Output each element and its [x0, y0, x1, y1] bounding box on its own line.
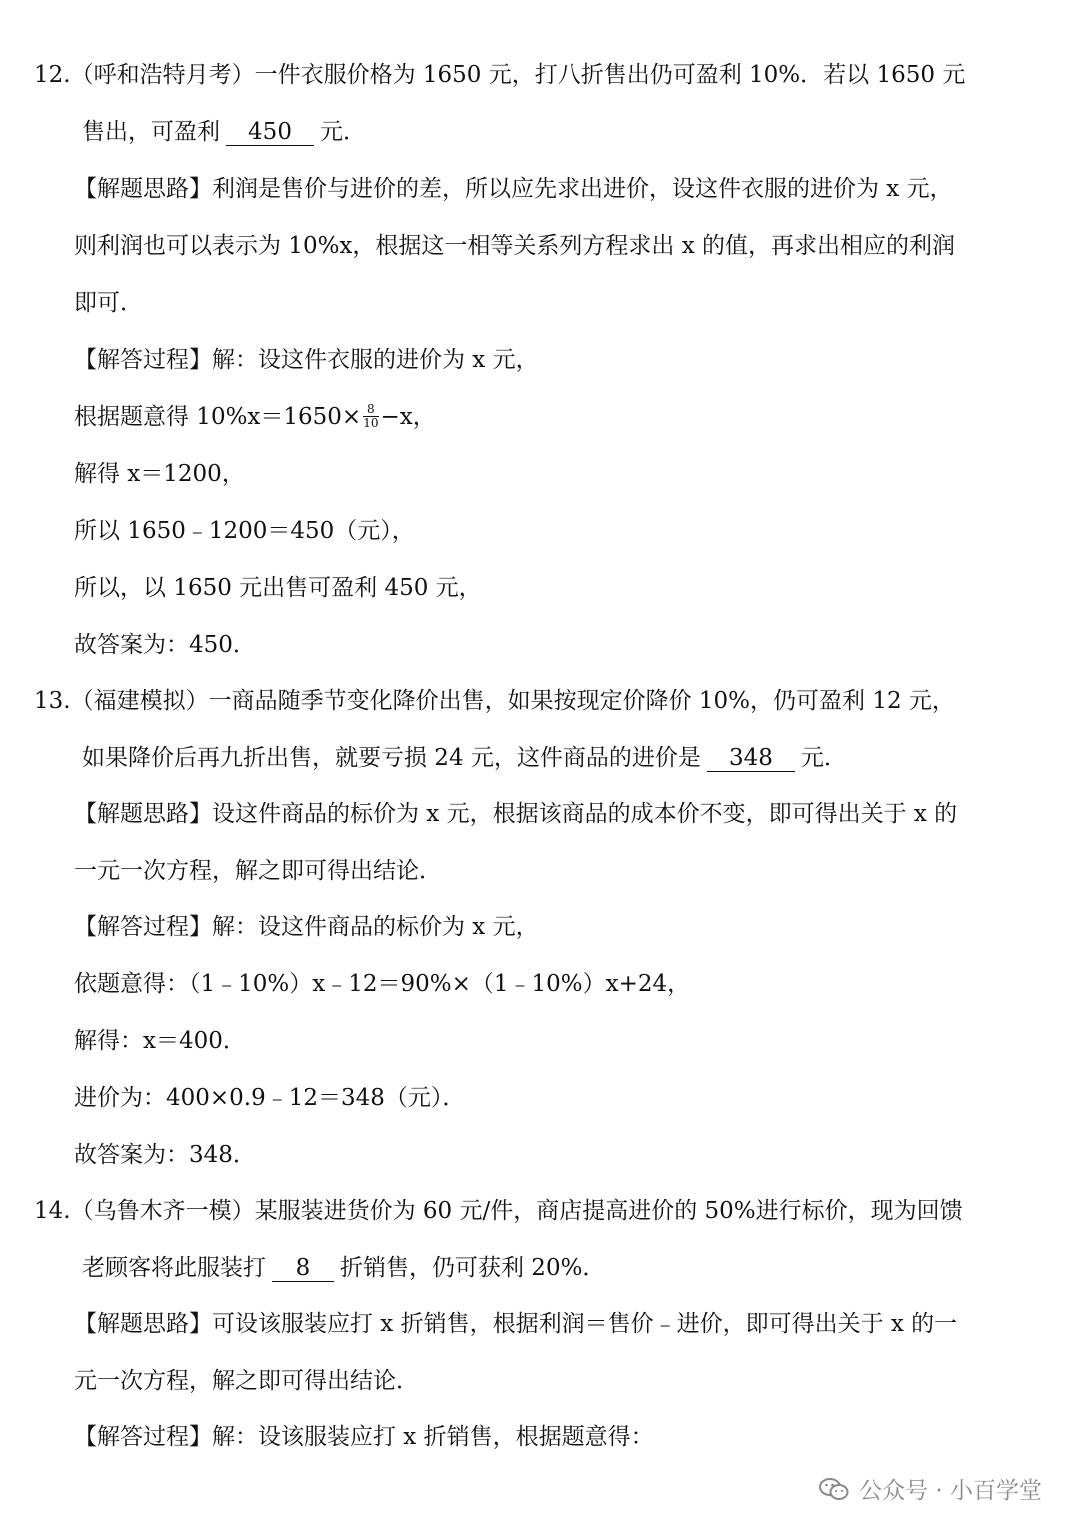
q12-process-line1: 【解答过程】解：设这件衣服的进价为 x 元，	[74, 347, 539, 373]
q13-process-line3: 解得：x＝400．	[74, 1028, 246, 1054]
q12-process-line2	[74, 402, 436, 432]
q12-stem-unit: 元．	[320, 119, 366, 145]
q13-answer-blank: 348	[707, 745, 795, 772]
q13-process-line2: 依题意得：（1﹣10%）x﹣12＝90%×（1﹣10%）x+24，	[74, 971, 691, 997]
q12-answer-blank: 450	[226, 119, 314, 146]
q12-idea-line1: 【解题思路】利润是售价与进价的差，所以应先求出进价，设这件衣服的进价为 x 元，	[74, 176, 953, 202]
q13-idea-line1: 【解题思路】设这件商品的标价为 x 元，根据该商品的成本价不变，即可得出关于 x 的	[74, 801, 958, 827]
fraction-eight-tenths	[363, 403, 378, 430]
q13-process-line1: 【解答过程】解：设这件商品的标价为 x 元，	[74, 914, 539, 940]
q12-equation-text: 根据题意得 10%x＝1650×	[74, 404, 362, 430]
q14-stem-line1: 14.（乌鲁木齐一模）某服装进货价为 60 元/件，商店提高进价的 50%进行标价，现为回馈	[34, 1198, 963, 1224]
q12-stem-line1: 12.（呼和浩特月考）一件衣服价格为 1650 元，打八折售出仍可盈利 10%．若以 1650 元	[34, 62, 966, 88]
q14-answer-blank: 8	[272, 1255, 334, 1282]
fraction-numerator: 8	[363, 403, 378, 417]
q13-stem-unit: 元．	[800, 745, 847, 771]
q13-stem-text: 如果降价后再九折出售，就要亏损 24 元，这件商品的进价是	[82, 745, 701, 771]
q12-stem-text: 售出，可盈利	[82, 119, 220, 145]
q12-process-line4: 所以 1650﹣1200＝450（元），	[74, 518, 415, 544]
watermark-text: 公众号 · 小百学堂	[859, 1478, 1042, 1504]
q12-equation-tail: −x，	[380, 404, 436, 430]
q12-process-line6: 故答案为：450．	[74, 632, 256, 658]
q13-process-line5: 故答案为：348．	[74, 1142, 256, 1168]
q14-idea-line1: 【解题思路】可设该服装应打 x 折销售，根据利润＝售价﹣进价，即可得出关于 x 的一	[74, 1311, 958, 1337]
q13-process-line4: 进价为：400×0.9﹣12＝348（元）．	[74, 1085, 466, 1111]
q12-idea-line2: 则利润也可以表示为 10%x，根据这一相等关系列方程求出 x 的值，再求出相应的利润	[74, 233, 955, 259]
q12-stem-line2	[82, 117, 366, 147]
q14-process-line1: 【解答过程】解：设该服装应打 x 折销售，根据题意得：	[74, 1424, 654, 1450]
q12-process-line3: 解得 x＝1200，	[74, 461, 245, 487]
q13-idea-line2: 一元一次方程，解之即可得出结论．	[74, 858, 442, 884]
q12-idea-line3: 即可．	[74, 290, 143, 316]
fraction-denominator: 10	[363, 415, 379, 430]
q12-process-line5: 所以，以 1650 元出售可盈利 450 元，	[74, 575, 482, 601]
q13-stem-line1: 13.（福建模拟）一商品随季节变化降价出售，如果按现定价降价 10%，仍可盈利 12 元，	[34, 688, 955, 714]
wechat-icon	[819, 1477, 849, 1501]
q14-stem-line2	[82, 1253, 605, 1283]
q14-idea-line2: 元一次方程，解之即可得出结论．	[74, 1368, 419, 1394]
q14-stem-text: 老顾客将此服装打	[82, 1255, 266, 1281]
q13-stem-line2	[82, 743, 847, 773]
q14-stem-unit: 折销售，仍可获利 20%．	[340, 1255, 606, 1281]
watermark	[819, 1472, 1042, 1505]
